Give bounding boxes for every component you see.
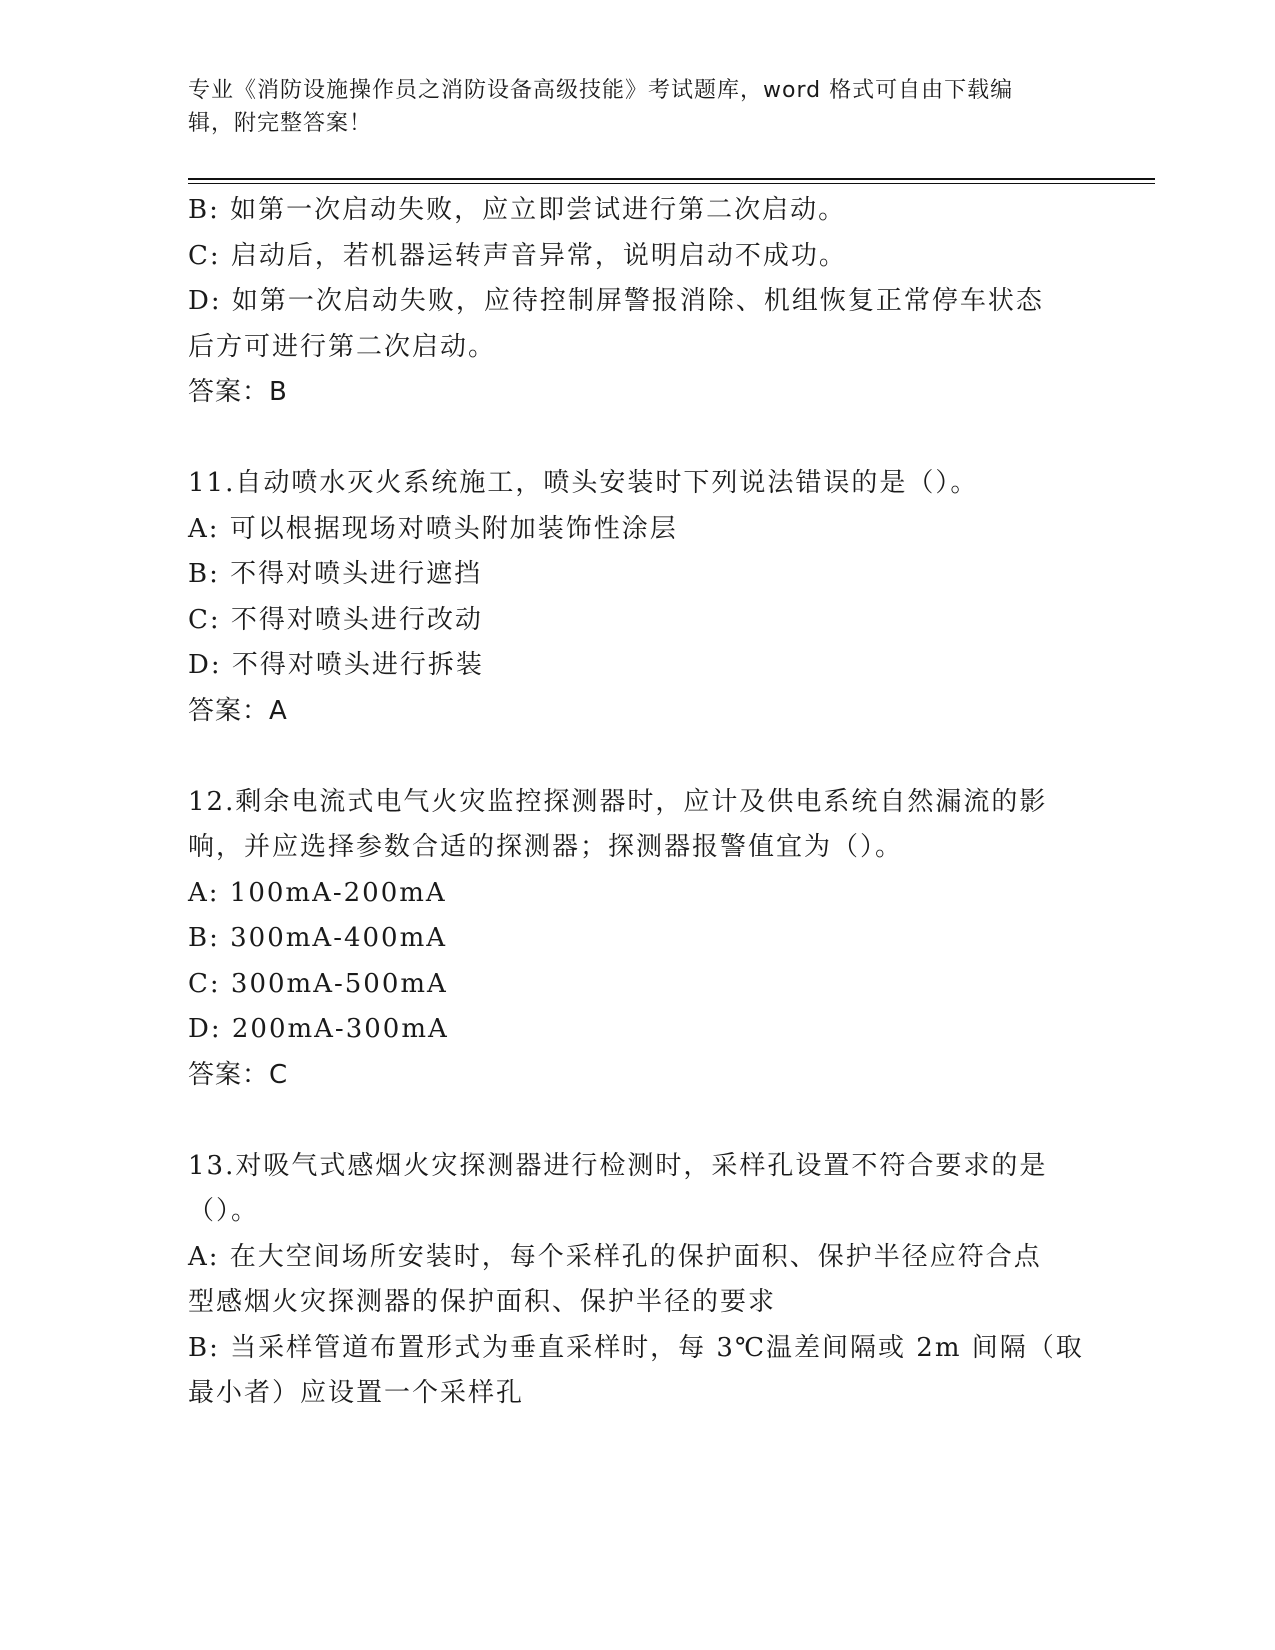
q10-option-b: B: 如第一次启动失败，应立即尝试进行第二次启动。 xyxy=(188,195,847,225)
q13-question-line-1: 13.对吸气式感烟火灾探测器进行检测时，采样孔设置不符合要求的是 xyxy=(188,1150,1048,1181)
q12-option-d: D: 200mA-300mA xyxy=(188,1014,449,1044)
q12-option-b: B: 300mA-400mA xyxy=(188,923,448,953)
header-line-1: 专业《消防设施操作员之消防设备高级技能》考试题库，word 格式可自由下载编 xyxy=(188,78,1014,103)
q11-option-a: A: 可以根据现场对喷头附加装饰性涂层 xyxy=(188,513,678,544)
q12-question-line-1: 12.剩余电流式电气火灾监控探测器时，应计及供电系统自然漏流的影 xyxy=(188,786,1048,817)
q12-option-a: A: 100mA-200mA xyxy=(188,877,447,908)
q10-option-c: C: 启动后，若机器运转声音异常，说明启动不成功。 xyxy=(188,240,847,271)
question-11 xyxy=(188,461,1088,734)
q10-option-d-line-1: D: 如第一次启动失败，应待控制屏警报消除、机组恢复正常停车状态 xyxy=(188,286,1044,316)
q13-question-line-2: （）。 xyxy=(188,1196,260,1226)
q11-answer: 答案：A xyxy=(188,695,288,726)
q11-option-c: C: 不得对喷头进行改动 xyxy=(188,604,483,635)
header-divider-thin xyxy=(188,183,1155,184)
q12-question-line-2: 响，并应选择参数合适的探测器；探测器报警值宜为（）。 xyxy=(188,832,904,862)
q11-option-d: D: 不得对喷头进行拆装 xyxy=(188,650,484,680)
q10-answer: 答案：B xyxy=(188,377,288,407)
question-12 xyxy=(188,780,1088,1099)
question-10 xyxy=(188,188,1088,416)
q11-option-b: B: 不得对喷头进行遮挡 xyxy=(188,559,483,589)
spacer xyxy=(188,1098,1088,1144)
q10-option-d-line-2: 后方可进行第二次启动。 xyxy=(188,331,497,362)
spacer xyxy=(188,416,1088,462)
q13-option-b-line-2: 最小者）应设置一个采样孔 xyxy=(188,1378,525,1408)
question-13 xyxy=(188,1144,1088,1417)
question-content xyxy=(188,188,1088,1417)
q11-question: 11.自动喷水灭火系统施工，喷头安装时下列说法错误的是（）。 xyxy=(188,468,979,498)
document-header xyxy=(188,74,1088,140)
q12-option-c: C: 300mA-500mA xyxy=(188,968,448,999)
q12-answer: 答案：C xyxy=(188,1059,289,1090)
q13-option-a-line-1: A: 在大空间场所安装时，每个采样孔的保护面积、保护半径应符合点 xyxy=(188,1241,1042,1272)
spacer xyxy=(188,734,1088,780)
q13-option-a-line-2: 型感烟火灾探测器的保护面积、保护半径的要求 xyxy=(188,1287,777,1317)
header-line-2: 辑，附完整答案！ xyxy=(188,111,373,136)
header-divider-thick xyxy=(188,178,1155,180)
q13-option-b-line-1: B: 当采样管道布置形式为垂直采样时，每 3℃温差间隔或 2m 间隔（取 xyxy=(188,1332,1084,1363)
